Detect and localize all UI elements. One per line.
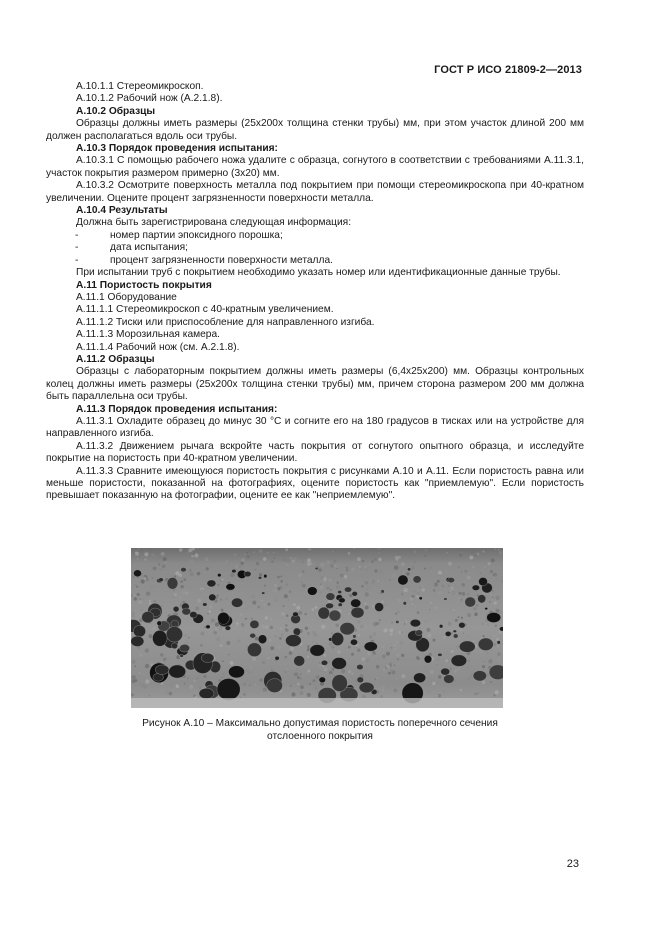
section-heading: А.10.2 Образцы	[76, 105, 156, 117]
figure-caption	[100, 717, 540, 743]
list-item	[46, 255, 584, 267]
paragraph: А.11.3.1 Охладите образец до минус 30 °С и согните его на 180 градусов в тисках или на устройстве для направленного изгиба.	[46, 415, 584, 440]
list-item-text: дата испытания;	[110, 242, 188, 254]
section-heading: А.10.3 Порядок проведения испытания:	[76, 143, 278, 155]
list-item	[46, 230, 584, 242]
paragraph: Образцы с лабораторным покрытием должны иметь размеры (6,4х25х200) мм. Образцы контрольных колец должны иметь размеры (25х200х толщина стенки трубы) мм, причем сторона размером 200 мм должна быть параллельна оси трубы.	[46, 366, 584, 403]
list-item	[46, 242, 584, 254]
document-body	[46, 81, 584, 503]
text-line: А.10.1.2 Рабочий нож (А.2.1.8).	[76, 93, 223, 105]
text-line: А.11.1.2 Тиски или приспособление для направленного изгиба.	[76, 316, 375, 328]
section-heading: А.11 Пористость покрытия	[76, 279, 212, 291]
paragraph: При испытании труб с покрытием необходимо указать номер или идентификационные данные трубы.	[76, 267, 561, 279]
list-item-text: номер партии эпоксидного порошка;	[110, 229, 283, 241]
list-marker: -	[75, 242, 79, 254]
text-line: А.11.1.3 Морозильная камера.	[76, 329, 220, 341]
caption-line: отслоенного покрытия	[267, 731, 373, 742]
section-heading: А.10.4 Результаты	[76, 205, 168, 217]
list-marker: -	[75, 254, 79, 266]
text-line: А.10.1.1 Стереомикроскоп.	[76, 81, 204, 92]
list-marker: -	[75, 229, 79, 241]
document-header: ГОСТ Р ИСО 21809-2—2013	[434, 64, 582, 76]
page-number: 23	[566, 858, 579, 870]
section-heading: А.11.2 Образцы	[76, 353, 155, 365]
text-line: А.11.1.4 Рабочий нож (см. А.2.1.8).	[76, 341, 240, 353]
paragraph: А.11.3.3 Сравните имеющуюся пористость покрытия с рисунками А.10 и А.11. Если пористость равна или меньше пористости, показанной на фотографиях, оцените пористость как "приемлемую". Если пористость превышает показанную на фотографии, оцените ее как "неприемлемую".	[46, 465, 584, 502]
caption-line: Рисунок А.10 – Максимально допустимая пористость поперечного сечения	[142, 718, 498, 729]
micrograph-image	[131, 548, 503, 708]
paragraph: Образцы должны иметь размеры (25х200х толщина стенки трубы) мм, при этом участок длиной 200 мм должен располагаться вдоль оси трубы.	[46, 118, 584, 142]
paragraph: А.10.3.1 С помощью рабочего ножа удалите с образца, согнутого в соответствии с требованиями А.11.3.1, участок покрытия размером примерно (3х20) мм.	[46, 155, 584, 179]
text-line: Должна быть зарегистрирована следующая информация:	[76, 217, 352, 229]
text-line: А.11.1.1 Стереомикроскоп с 40-кратным увеличением.	[76, 304, 334, 316]
text-line: А.11.1 Оборудование	[76, 291, 177, 303]
list-item-text: процент загрязненности поверхности металла.	[110, 254, 333, 266]
paragraph: А.10.3.2 Осмотрите поверхность металла под покрытием при помощи стереомикроскопа при 40-кратном увеличении. Оцените процент загрязненности поверхности металла.	[46, 180, 584, 204]
paragraph: А.11.3.2 Движением рычага вскройте часть покрытия от согнутого опытного образца, и исследуйте покрытие на пористость при 40-кратном увеличении.	[46, 440, 584, 465]
section-heading: А.11.3 Порядок проведения испытания:	[76, 403, 278, 415]
porosity-micrograph	[131, 548, 503, 708]
